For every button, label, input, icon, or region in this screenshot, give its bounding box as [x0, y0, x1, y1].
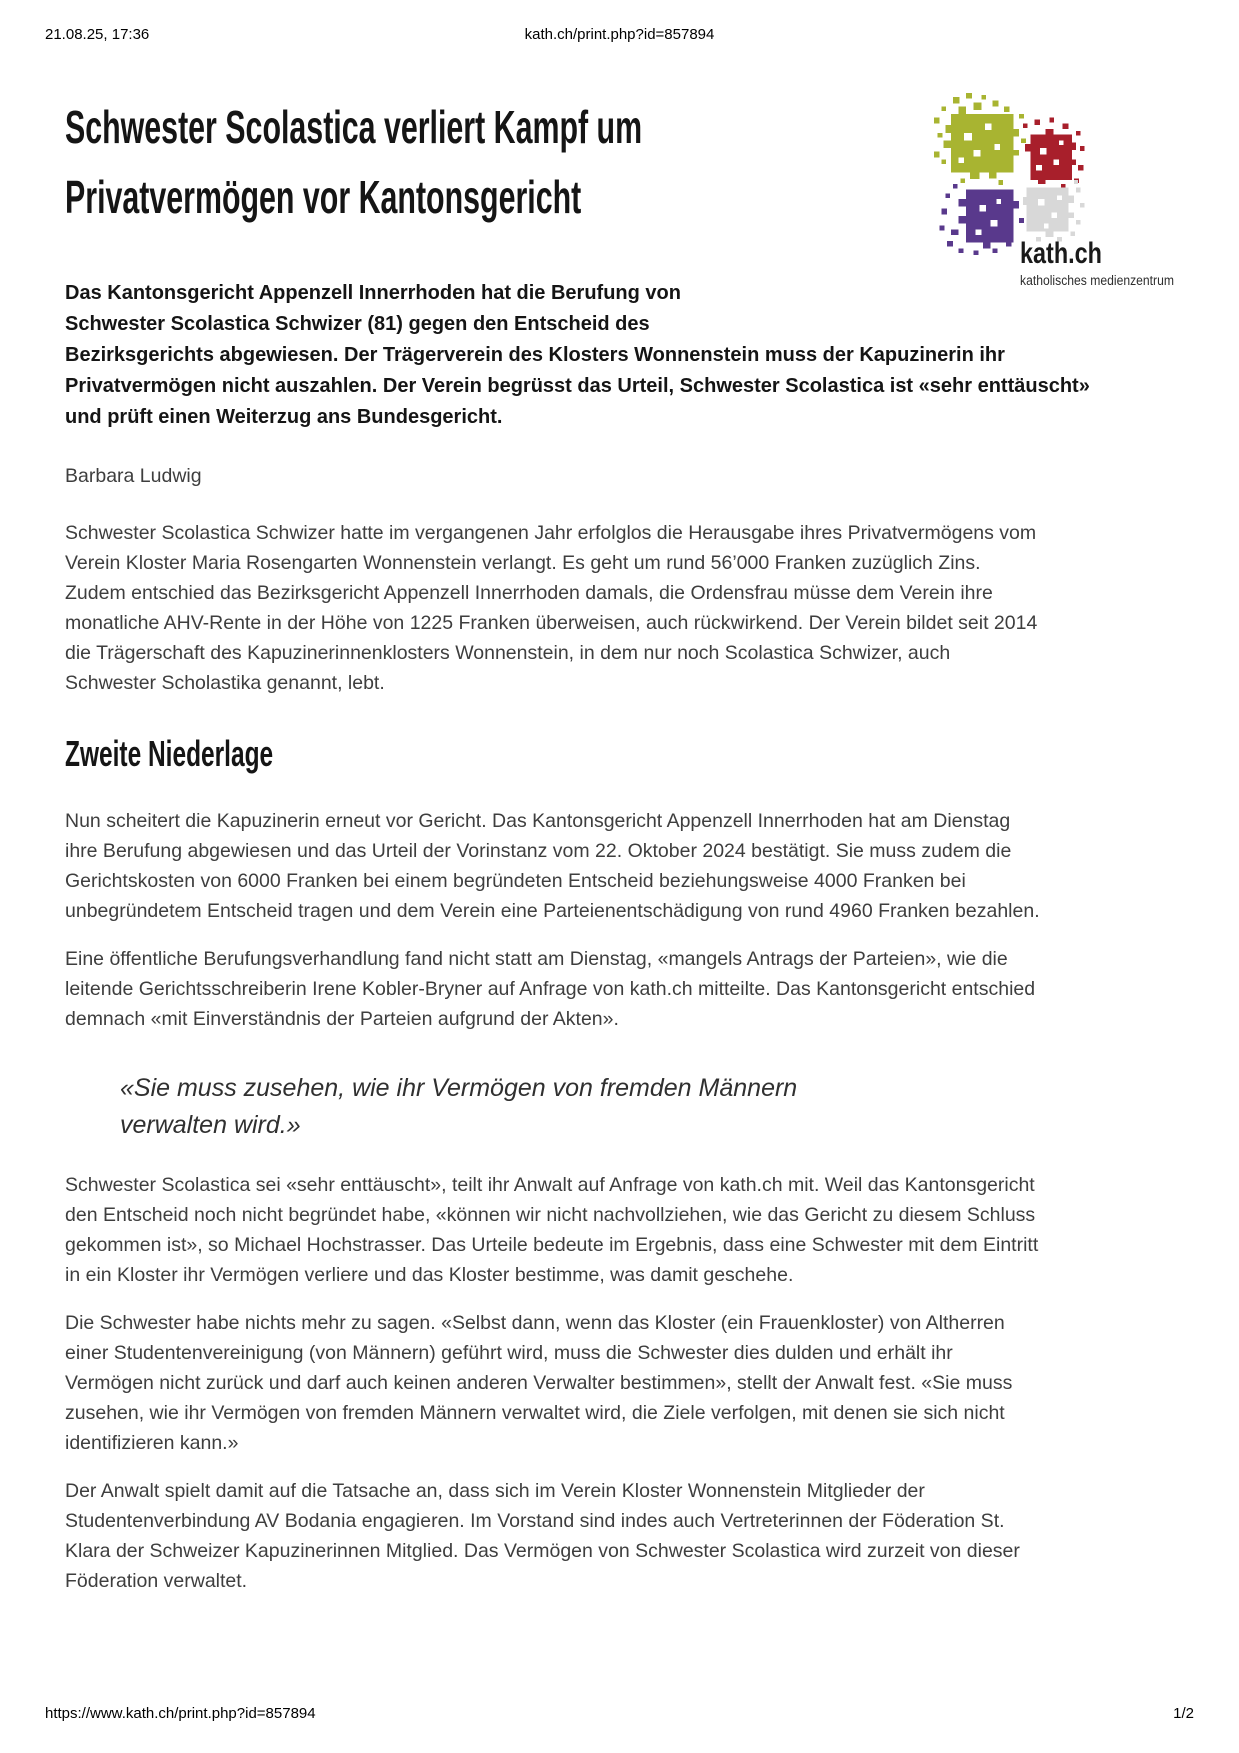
section-heading: Zweite Niederlage	[65, 733, 274, 774]
print-header-url: kath.ch/print.php?id=857894	[524, 26, 715, 43]
article	[65, 84, 1175, 1614]
print-footer-url: https://www.kath.ch/print.php?id=857894	[45, 1705, 316, 1722]
logo-tagline: katholisches medienzentrum	[1020, 273, 1174, 288]
kathch-logo-squares	[932, 90, 1112, 258]
logo-wordmark: kath.ch	[1020, 237, 1102, 270]
article-paragraph: Die Schwester habe nichts mehr zu sagen. «Selbst dann, wenn das Kloster (ein Frauenkloster) von Altherren einer Studentenvereinigung (von Männern) geführt wird, muss die Schwester dies dulden und erhält ihr Vermögen nicht zurück und darf auch keinen anderen Verwalter bestimmen», stellt der Anwalt fest. «Sie muss zusehen, wie ihr Vermögen von fremden Männern verwaltet wird, die Ziele verfolgen, mit denen sie sich nicht identifizieren kann.»	[65, 1312, 1013, 1454]
article-lead: Das Kantonsgericht Appenzell Innerrhoden hat die Berufung von Schwester Scolastica Schwizer (81) gegen den Entscheid des Bezirksgerichts abgewiesen. Der Trägerverein des Klosters Wonnenstein muss der Kapuzinerin ihr Privatvermögen nicht auszahlen. Der Verein begrüsst das Urteil, Schwester Scolastica ist «sehr enttäuscht» und prüft einen Weiterzug ans Bundesgericht.	[65, 282, 1090, 428]
logo-text	[1020, 238, 1191, 288]
print-footer	[45, 1705, 1194, 1725]
article-author: Barbara Ludwig	[65, 465, 202, 487]
print-datetime: 21.08.25, 17:36	[45, 26, 150, 43]
page-number: 1/2	[1173, 1705, 1194, 1722]
article-paragraph: Schwester Scolastica sei «sehr enttäuscht», teilt ihr Anwalt auf Anfrage von kath.ch mit. Weil das Kantonsgericht den Entscheid noch nicht begründet habe, «können wir nicht nachvollziehen, wie das Gericht zu diesem Schluss gekommen ist», so Michael Hochstrasser. Das Urteile bedeute im Ergebnis, dass eine Schwester mit dem Eintritt in ein Kloster ihr Vermögen verliere und das Kloster bestimme, was damit geschehe.	[65, 1174, 1039, 1286]
article-paragraph: Schwester Scolastica Schwizer hatte im vergangenen Jahr erfolglos die Herausgabe ihres Privatvermögens vom Verein Kloster Maria Rosengarten Wonnenstein verlangt. Es geht um rund 56’000 Franken zuzüglich Zins. Zudem entschied das Bezirksgericht Appenzell Innerrhoden damals, die Ordensfrau müsse dem Verein ihre monatliche AHV-Rente in der Höhe von 1225 Franken überweisen, auch rückwirkend. Der Verein bildet seit 2014 die Trägerschaft des Kapuzinerinnenklosters Wonnenstein, in dem nur noch Scolastica Schwizer, auch Schwester Scholastika genannt, lebt.	[65, 522, 1038, 694]
article-paragraph: Eine öffentliche Berufungsverhandlung fand nicht statt am Dienstag, «mangels Antrags der Parteien», wie die leitende Gerichtsschreiberin Irene Kobler-Bryner auf Anfrage von kath.ch mitteilte. Das Kantonsgericht entschied demnach «mit Einverständnis der Parteien aufgrund der Akten».	[65, 948, 1036, 1030]
article-paragraph: Nun scheitert die Kapuzinerin erneut vor Gericht. Das Kantonsgericht Appenzell Innerrhoden hat am Dienstag ihre Berufung abgewiesen und das Urteil der Vorinstanz vom 22. Oktober 2024 bestätigt. Sie muss zudem die Gerichtskosten von 6000 Franken bei einem begründeten Entscheid beziehungsweise 4000 Franken bei unbegründetem Entscheid tragen und dem Verein eine Parteienentschädigung von rund 4960 Franken bezahlen.	[65, 810, 1040, 922]
kathch-logo	[790, 90, 1175, 310]
print-header	[45, 26, 1194, 46]
article-title: Schwester Scolastica verliert Kampf um Privatvermögen vor Kantonsgericht	[65, 101, 643, 223]
article-paragraph: Der Anwalt spielt damit auf die Tatsache an, dass sich im Verein Kloster Wonnenstein Mitglieder der Studentenverbindung AV Bodania engagieren. Im Vorstand sind indes auch Vertreterinnen der Föderation St. Klara der Schweizer Kapuzinerinnen Mitglied. Das Vermögen von Schwester Scolastica wird zurzeit von dieser Föderation verwaltet.	[65, 1480, 1020, 1592]
pull-quote: «Sie muss zusehen, wie ihr Vermögen von fremden Männern verwalten wird.»	[120, 1074, 798, 1139]
